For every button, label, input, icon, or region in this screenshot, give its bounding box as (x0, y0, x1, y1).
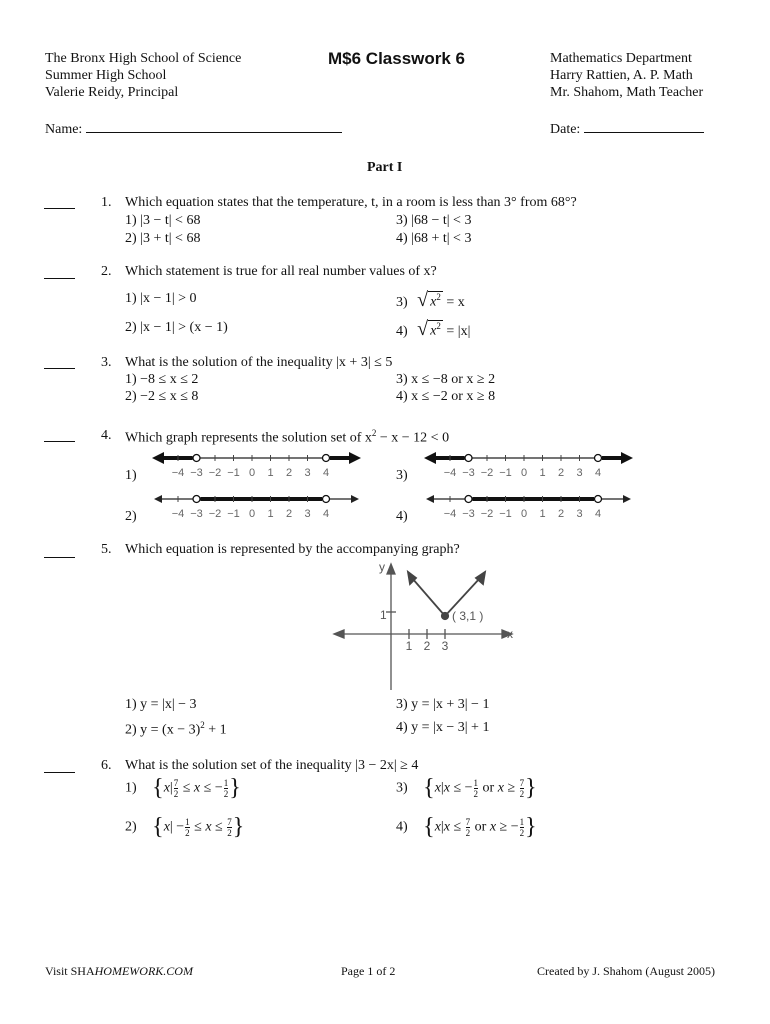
y-tick-label: 1 (380, 608, 387, 622)
tick-label: 3 (576, 508, 583, 520)
tick-label: −2 (208, 467, 222, 479)
option[interactable]: 1) |3 − t| < 68 (125, 213, 201, 228)
x-arrow-left-icon (334, 630, 344, 638)
option[interactable]: 4) x ≤ −2 or x ≥ 8 (396, 389, 496, 404)
tick-label: 2 (557, 467, 565, 479)
tick-label: −4 (443, 508, 457, 520)
arrow-right-icon (351, 495, 359, 503)
option[interactable]: 4) y = |x − 3| + 1 (396, 720, 490, 735)
x-tick-label: 1 (405, 639, 413, 653)
arrow-right-icon (621, 452, 633, 464)
tick-label: 0 (248, 508, 256, 520)
radicand: $x^2$ (430, 321, 441, 339)
answer-line-6[interactable] (44, 772, 75, 773)
question-number: 6. (101, 758, 112, 773)
question-text: What is the solution set of the inequality |3 − 2x| ≥ 4 (125, 758, 419, 773)
tick-label: −3 (190, 508, 203, 520)
question-text: Which statement is true for all real number values of x? (125, 264, 437, 279)
question-text: Which equation is represented by the accompanying graph? (125, 542, 460, 557)
tick-label: −3 (190, 467, 203, 479)
tick-label: 2 (285, 508, 293, 520)
question-number: 3. (101, 355, 112, 370)
sqrt-icon: √ (417, 289, 429, 311)
y-axis-label: y (379, 560, 385, 574)
option-label[interactable]: 1) (125, 468, 137, 483)
question-number: 2. (101, 264, 112, 279)
open-endpoint (465, 455, 472, 462)
principal-name: Valerie Reidy, Principal (45, 85, 179, 100)
tick-label: −3 (462, 467, 475, 479)
option[interactable]: 4) {x|x ≤ $\frac{7}{2}$ or x ≥ − $\frac{1}{2}$ } (396, 814, 537, 840)
tick-label: −2 (480, 508, 494, 520)
option-label[interactable]: 4) (396, 509, 408, 524)
ap-name: Harry Rattien, A. P. Math (550, 68, 693, 83)
question-number: 4. (101, 428, 112, 443)
vertex-point (442, 613, 448, 619)
answer-line-3[interactable] (44, 368, 75, 369)
arrow-left-icon (424, 452, 436, 464)
page-title: M$6 Classwork 6 (328, 49, 466, 68)
option-tail: = x (442, 295, 465, 310)
option[interactable]: 2) |3 + t| < 68 (125, 231, 201, 246)
name-blank[interactable] (86, 118, 342, 133)
arrow-right-icon (349, 452, 361, 464)
question-text: Which graph represents the solution set of $x^2 - x - 12 < 0$ (125, 428, 450, 446)
question-text: What is the solution of the inequality |x + 3| ≤ 5 (125, 355, 393, 370)
open-endpoint (193, 496, 200, 503)
tick-label: 2 (557, 508, 565, 520)
tick-label: 0 (248, 467, 256, 479)
radicand: $x^2$ (430, 292, 441, 310)
name-label: Name: (45, 122, 83, 137)
option[interactable] (396, 318, 470, 341)
open-endpoint (465, 496, 472, 503)
option-label: 4) (396, 324, 408, 339)
option[interactable]: 1) {x| $\frac{7}{2}$ ≤ x ≤ − $\frac{1}{2}$ } (125, 775, 241, 801)
arrow-left-icon (152, 452, 164, 464)
tick-label: 3 (576, 467, 583, 479)
option[interactable]: 2) −2 ≤ x ≤ 8 (125, 389, 199, 404)
tick-label: −1 (499, 467, 512, 479)
answer-line-4[interactable] (44, 441, 75, 442)
program-name: Summer High School (45, 68, 167, 83)
name-field[interactable] (45, 118, 342, 138)
arrow-left-icon (426, 495, 434, 503)
tick-label: −1 (499, 508, 512, 520)
tick-label: −4 (443, 467, 457, 479)
option[interactable]: 1) y = |x| − 3 (125, 697, 197, 712)
date-label: Date: (550, 122, 581, 137)
tick-label: 4 (594, 508, 602, 520)
page-number: Page 1 of 2 (341, 964, 396, 978)
tick-label: 2 (285, 467, 293, 479)
option[interactable]: 1) |x − 1| > 0 (125, 291, 197, 306)
footer-credit: Created by J. Shahom (August 2005) (537, 964, 715, 978)
tick-label: −4 (171, 508, 185, 520)
arrow-left-icon (154, 495, 162, 503)
number-line-option-3[interactable] (422, 446, 637, 486)
y-arrow-icon (387, 564, 395, 574)
number-line-option-2[interactable] (150, 487, 365, 527)
option-tail: = |x| (442, 324, 471, 339)
question-number: 5. (101, 542, 112, 557)
teacher-name: Mr. Shahom, Math Teacher (550, 85, 704, 100)
department-name: Mathematics Department (550, 51, 692, 66)
tick-label: 1 (539, 508, 546, 520)
option[interactable]: 3) y = |x + 3| − 1 (396, 697, 490, 712)
tick-label: 4 (322, 467, 330, 479)
point-label: ( 3,1 ) (452, 609, 484, 623)
tick-label: −1 (227, 467, 240, 479)
tick-label: 1 (267, 467, 274, 479)
number-line-option-1[interactable] (150, 446, 365, 486)
sqrt-icon: √ (417, 318, 429, 340)
tick-label: −2 (208, 508, 222, 520)
tick-label: 0 (520, 467, 528, 479)
tick-label: −4 (171, 467, 185, 479)
x-tick-label: 3 (441, 639, 449, 653)
absolute-value-graph (330, 558, 520, 694)
open-endpoint (323, 496, 330, 503)
date-field[interactable] (550, 118, 704, 138)
option[interactable]: 2) |x − 1| > (x − 1) (125, 320, 228, 335)
tick-label: 1 (267, 508, 274, 520)
date-blank[interactable] (584, 118, 704, 133)
answer-line-2[interactable] (44, 278, 75, 279)
option-label: 3) (396, 295, 408, 310)
number-line-option-4[interactable] (422, 487, 637, 527)
option[interactable]: 3) {x|x ≤ − $\frac{1}{2}$ or x ≥ $\frac{7}{2}$ } (396, 775, 537, 801)
option[interactable]: 4) |68 + t| < 3 (396, 231, 472, 246)
part-heading: Part I (367, 160, 403, 175)
answer-line-5[interactable] (44, 557, 75, 558)
footer-link[interactable]: Visit SHAHOMEWORK.COM (45, 964, 193, 978)
open-endpoint (323, 455, 330, 462)
question-text: Which equation states that the temperature, t, in a room is less than 3° from 68°? (125, 195, 577, 210)
tick-label: 4 (322, 508, 330, 520)
option[interactable]: 3) x ≤ −8 or x ≥ 2 (396, 372, 496, 387)
tick-label: 3 (304, 508, 311, 520)
arrow-right-icon (623, 495, 631, 503)
tick-label: −1 (227, 508, 240, 520)
tick-label: −3 (462, 508, 475, 520)
option-label[interactable]: 3) (396, 468, 408, 483)
school-name: The Bronx High School of Science (45, 51, 242, 66)
tick-label: 0 (520, 508, 528, 520)
x-axis-label: x (507, 627, 513, 641)
open-endpoint (595, 455, 602, 462)
tick-label: 1 (539, 467, 546, 479)
option[interactable]: 2) $y = (x - 3)^2 + 1$ (125, 720, 227, 738)
answer-line-1[interactable] (44, 208, 75, 209)
tick-label: −2 (480, 467, 494, 479)
question-number: 1. (101, 195, 112, 210)
option[interactable] (396, 289, 465, 312)
open-endpoint (595, 496, 602, 503)
tick-label: 4 (594, 467, 602, 479)
option[interactable]: 1) −8 ≤ x ≤ 2 (125, 372, 199, 387)
option[interactable]: 2) {x| − $\frac{1}{2}$ ≤ x ≤ $\frac{7}{2}$ } (125, 814, 245, 840)
x-tick-label: 2 (423, 639, 431, 653)
tick-label: 3 (304, 467, 311, 479)
option-label[interactable]: 2) (125, 509, 137, 524)
open-endpoint (193, 455, 200, 462)
option[interactable]: 3) |68 − t| < 3 (396, 213, 472, 228)
